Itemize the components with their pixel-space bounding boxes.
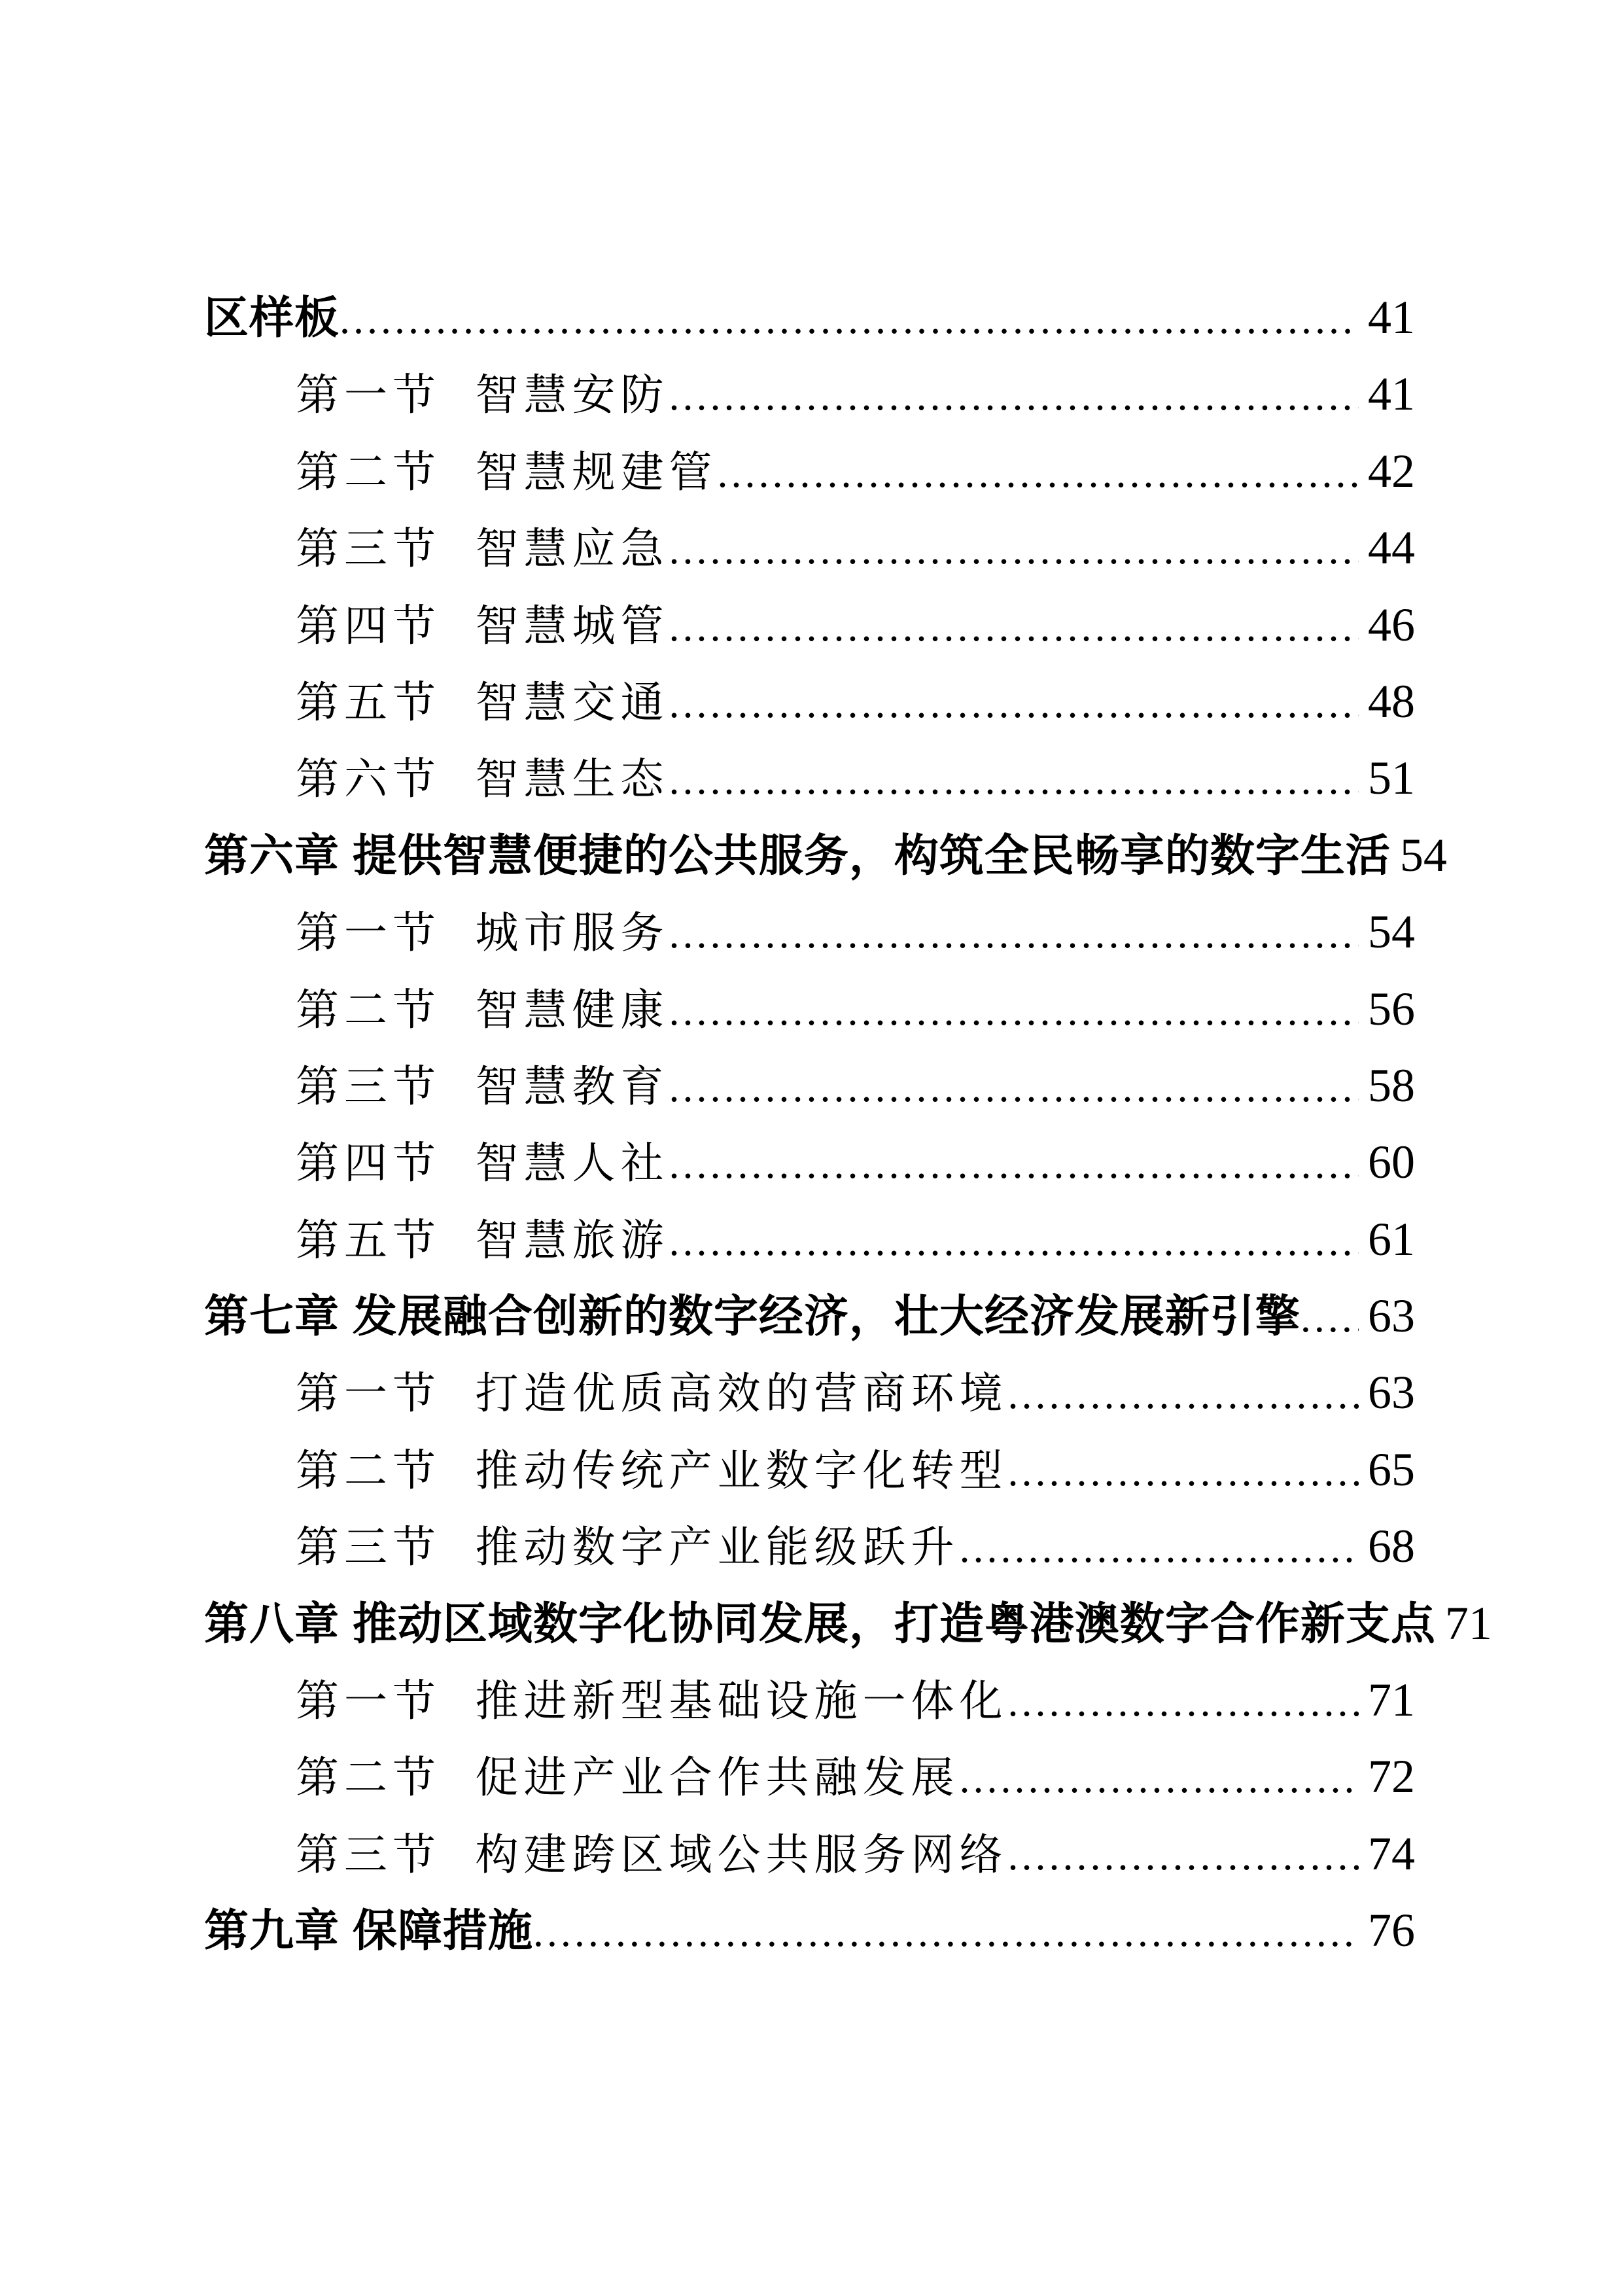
page-number: 56 bbox=[1368, 982, 1415, 1035]
dot-leader bbox=[669, 1049, 1359, 1125]
toc-entry-title[interactable]: 第一节 城市服务 bbox=[296, 910, 669, 958]
page-number: 41 bbox=[1368, 368, 1415, 421]
page-number: 44 bbox=[1368, 521, 1415, 574]
toc-entry-title[interactable]: 第二节 促进产业合作共融发展 bbox=[296, 1754, 960, 1803]
dot-leader bbox=[533, 1894, 1359, 1970]
toc-entry bbox=[204, 1508, 1415, 1585]
toc-entry bbox=[204, 1048, 1415, 1124]
dot-leader bbox=[960, 1740, 1359, 1816]
toc-entry-title[interactable]: 第六节 智慧生态 bbox=[296, 756, 669, 804]
toc-entry-title[interactable]: 第二节 推动传统产业数字化转型 bbox=[296, 1447, 1008, 1495]
dot-leader bbox=[1008, 1663, 1359, 1740]
toc-entry bbox=[204, 1278, 1415, 1354]
toc-entry-title[interactable]: 第二节 智慧健康 bbox=[296, 986, 669, 1034]
dot-leader bbox=[669, 588, 1359, 665]
page-number: 61 bbox=[1368, 1212, 1415, 1265]
dot-leader bbox=[960, 1510, 1359, 1586]
dot-leader bbox=[1008, 1817, 1359, 1894]
toc-entry bbox=[204, 1585, 1492, 1662]
page-number: 68 bbox=[1368, 1520, 1415, 1573]
page-number: 74 bbox=[1368, 1827, 1415, 1880]
toc-entry bbox=[204, 663, 1415, 740]
toc-entry-title[interactable]: 第一节 打造优质高效的营商环境 bbox=[296, 1370, 1008, 1419]
dot-leader bbox=[340, 281, 1359, 357]
page-number: 60 bbox=[1368, 1136, 1415, 1189]
toc-entry bbox=[204, 1739, 1415, 1815]
dot-leader bbox=[669, 972, 1359, 1049]
toc-entry-title[interactable]: 第六章 提供智慧便捷的公共服务，构筑全民畅享的数字生活 bbox=[204, 830, 1391, 881]
toc-entry bbox=[204, 279, 1415, 356]
toc-entry-title[interactable]: 第五节 智慧旅游 bbox=[296, 1216, 669, 1265]
page-number: 76 bbox=[1368, 1904, 1415, 1957]
page-number: 71 bbox=[1368, 1674, 1415, 1727]
toc-entry bbox=[204, 510, 1415, 586]
toc-entry bbox=[204, 1662, 1415, 1739]
toc-entry-title[interactable]: 第一节 智慧安防 bbox=[296, 372, 669, 420]
page-number: 63 bbox=[1368, 1366, 1415, 1419]
toc-entry-title[interactable]: 第二节 智慧规建管 bbox=[296, 448, 718, 497]
toc-entry bbox=[204, 356, 1415, 433]
toc-entry bbox=[204, 971, 1415, 1048]
page-number: 71 bbox=[1444, 1597, 1492, 1650]
toc-entry-title[interactable]: 区样板 bbox=[204, 293, 340, 343]
dot-leader bbox=[669, 1203, 1359, 1279]
toc-entry-title[interactable]: 第七章 发展融合创新的数字经济，壮大经济发展新引擎 bbox=[204, 1292, 1300, 1342]
page-number: 51 bbox=[1368, 752, 1415, 805]
toc-entry-title[interactable]: 第三节 智慧教育 bbox=[296, 1063, 669, 1111]
page-number: 58 bbox=[1368, 1059, 1415, 1112]
page-number: 42 bbox=[1368, 444, 1415, 497]
toc-entry-title[interactable]: 第九章 保障措施 bbox=[204, 1906, 533, 1956]
toc-entry bbox=[204, 1432, 1415, 1508]
page-number: 54 bbox=[1399, 828, 1447, 881]
toc-entry-title[interactable]: 第四节 智慧城管 bbox=[296, 602, 669, 650]
toc-entry bbox=[204, 1892, 1415, 1969]
dot-leader bbox=[669, 1125, 1359, 1202]
toc-entry bbox=[204, 817, 1447, 894]
toc-entry bbox=[204, 740, 1415, 817]
dot-leader bbox=[669, 511, 1359, 588]
dot-leader bbox=[669, 665, 1359, 741]
toc-entry bbox=[204, 1124, 1415, 1201]
toc-entry bbox=[204, 1816, 1415, 1892]
table-of-contents bbox=[204, 279, 1492, 1969]
dot-leader bbox=[1008, 1356, 1359, 1432]
toc-entry-title[interactable]: 第三节 推动数字产业能级跃升 bbox=[296, 1524, 960, 1572]
toc-entry bbox=[204, 433, 1415, 510]
toc-entry-title[interactable]: 第三节 智慧应急 bbox=[296, 525, 669, 574]
toc-entry-title[interactable]: 第四节 智慧人社 bbox=[296, 1140, 669, 1188]
toc-entry-title[interactable]: 第三节 构建跨区域公共服务网络 bbox=[296, 1831, 1008, 1879]
page-number: 46 bbox=[1368, 598, 1415, 651]
page-number: 41 bbox=[1368, 291, 1415, 344]
dot-leader bbox=[718, 434, 1359, 511]
toc-entry bbox=[204, 1354, 1415, 1431]
toc-entry bbox=[204, 894, 1415, 970]
page-number: 65 bbox=[1368, 1443, 1415, 1496]
toc-entry-title[interactable]: 第一节 推进新型基础设施一体化 bbox=[296, 1678, 1008, 1726]
dot-leader bbox=[669, 895, 1359, 972]
toc-entry bbox=[204, 1201, 1415, 1278]
dot-leader bbox=[669, 357, 1359, 434]
page-number: 72 bbox=[1368, 1750, 1415, 1803]
page-number: 48 bbox=[1368, 675, 1415, 728]
toc-entry-title[interactable]: 第八章 推动区域数字化协同发展，打造粤港澳数字合作新支点 bbox=[204, 1598, 1436, 1649]
toc-entry-title[interactable]: 第五节 智慧交通 bbox=[296, 679, 669, 727]
dot-leader bbox=[1008, 1433, 1359, 1510]
page-number: 54 bbox=[1368, 906, 1415, 959]
dot-leader bbox=[1300, 1279, 1359, 1356]
dot-leader bbox=[669, 741, 1359, 818]
page-number: 63 bbox=[1368, 1290, 1415, 1343]
toc-entry bbox=[204, 587, 1415, 663]
